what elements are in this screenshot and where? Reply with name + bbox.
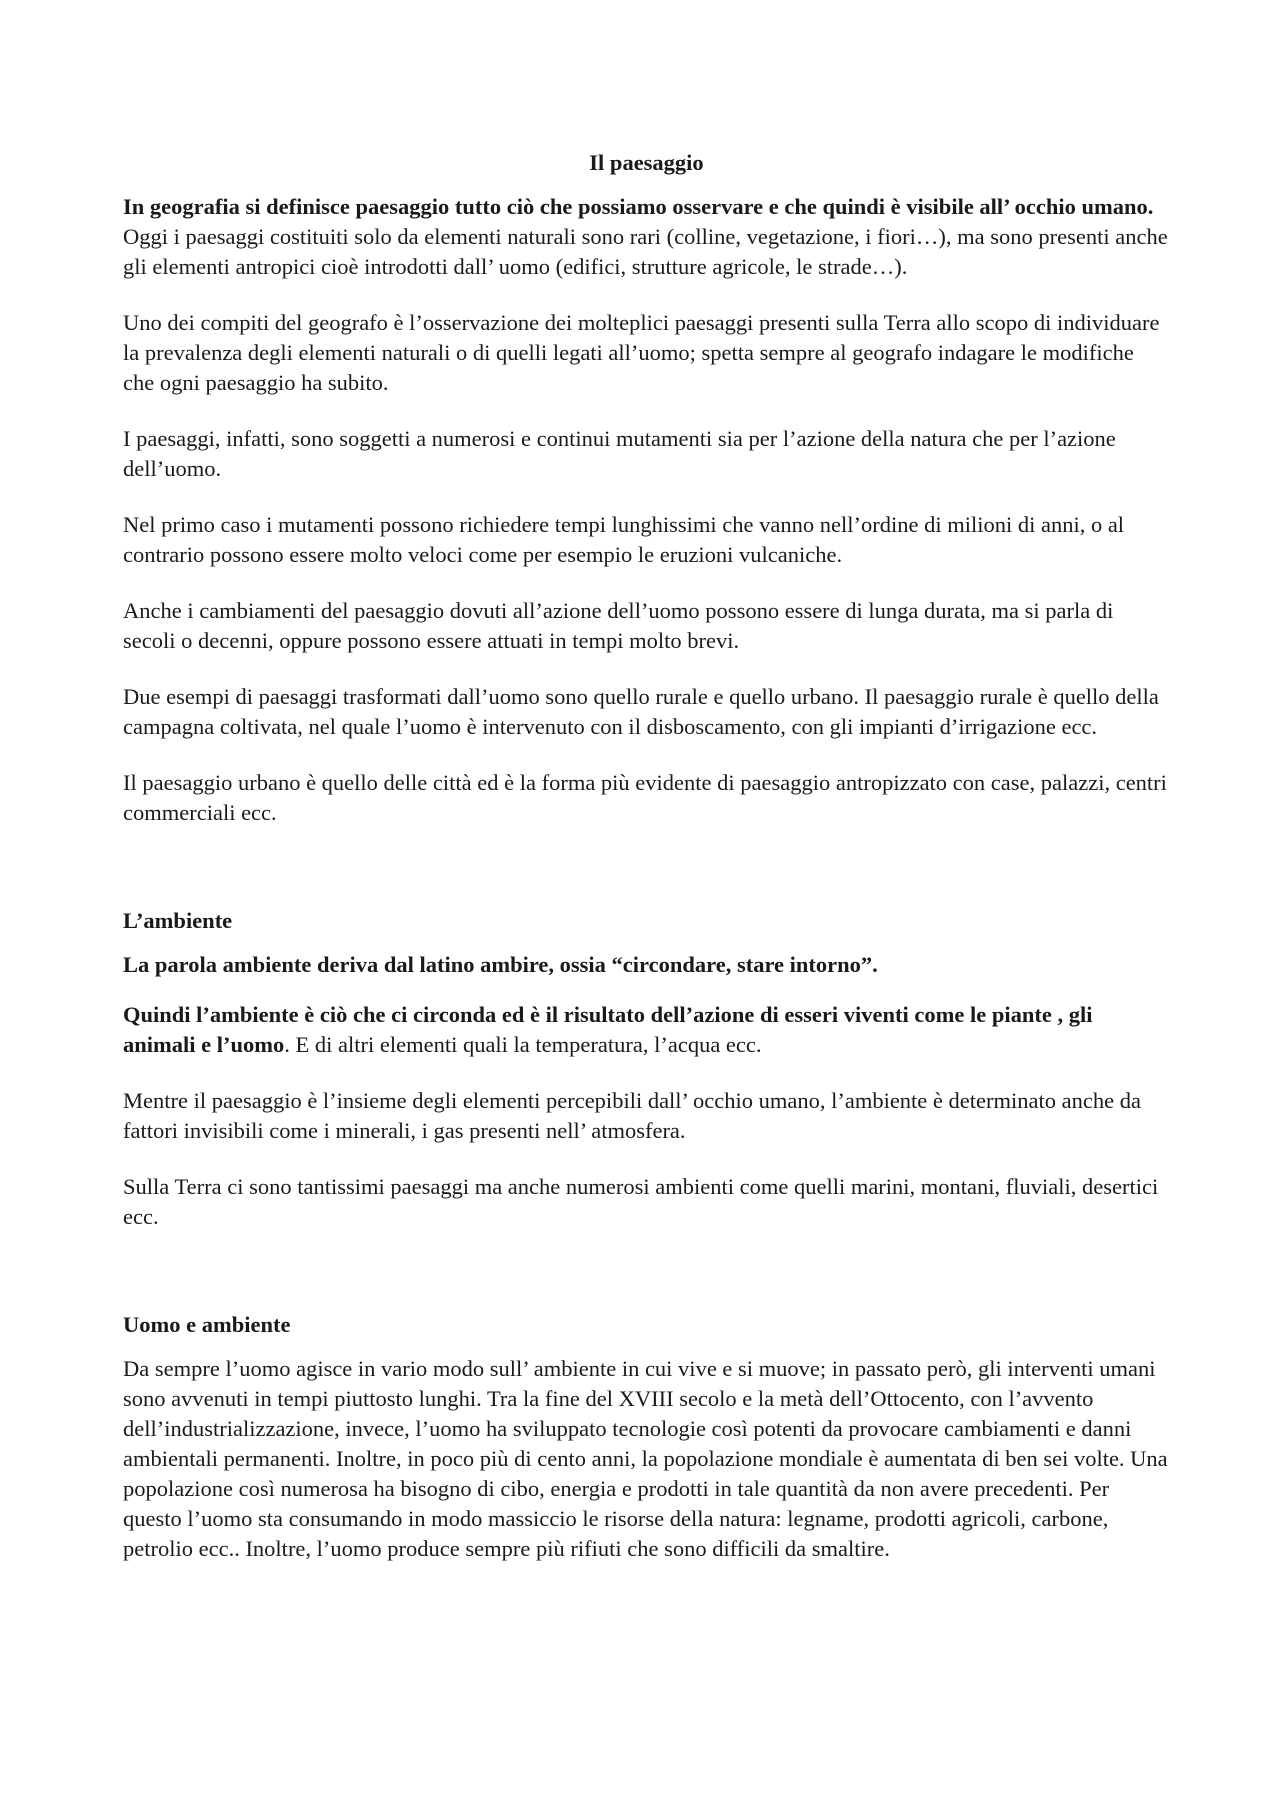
document-page [123, 148, 1170, 1590]
section-heading-ambiente: L’ambiente [123, 908, 233, 933]
paragraph-ambiente-definizione [123, 1000, 1170, 1060]
paragraph-urbano: Il paesaggio urbano è quello delle città ed è la forma più evidente di paesaggio antropizzato con case, palazzi, centri commerciali ecc. [123, 770, 1167, 825]
paragraph-uomo-ambiente: Da sempre l’uomo agisce in vario modo sull’ ambiente in cui vive e si muove; in passato però, gli interventi umani sono avvenuti in tempi piuttosto lunghi. Tra la fine del XVIII secolo e la metà dell’Ottocento, con l’avvento dell’industrializzazione, invece, l’uomo ha sviluppato tecnologie così potenti da provocare cambiamenti e danni ambientali permanenti. Inoltre, in poco più di cento anni, la popolazione mondiale è aumentata di ben sei volte. Una popolazione così numerosa ha bisogno di cibo, energia e prodotti in tale quantità da non avere precedenti. Per questo l’uomo sta consumando in modo massiccio le risorse della natura: legname, prodotti agricoli, carbone, petrolio ecc.. Inoltre, l’uomo produce sempre più rifiuti che sono difficili da smaltire. [123, 1356, 1168, 1561]
paragraph-ambiente-etimologia: La parola ambiente deriva dal latino ambire, ossia “circondare, stare intorno”. [123, 952, 878, 977]
paragraph-rurale: Due esempi di paesaggi trasformati dall’uomo sono quello rurale e quello urbano. Il paesaggio rurale è quello della campagna coltivata, nel quale l’uomo è intervenuto con il disboscamento, con gli impianti d’irrigazione ecc. [123, 684, 1159, 739]
paragraph-terra-ambienti: Sulla Terra ci sono tantissimi paesaggi ma anche numerosi ambienti come quelli marini, montani, fluviali, desertici ecc. [123, 1174, 1159, 1229]
intro-bold-text: In geografia si definisce paesaggio tutto ciò che possiamo osservare e che quindi è visibile all’ occhio umano. [123, 194, 1154, 219]
page-title: Il paesaggio [589, 150, 704, 175]
ambiente-text: . E di altri elementi quali la temperatura, l’acqua ecc. [284, 1032, 762, 1057]
intro-text: Oggi i paesaggi costituiti solo da elementi naturali sono rari (colline, vegetazione, i fiori…), ma sono presenti anche gli elementi antropici cioè introdotti dall’ uomo (edifici, strutture agricole, le strade…). [123, 224, 1168, 279]
paragraph-geografo: Uno dei compiti del geografo è l’osservazione dei molteplici paesaggi presenti sulla Terra allo scopo di individuare la prevalenza degli elementi naturali o di quelli legati all’uomo; spetta sempre al geografo indagare le modifiche che ogni paesaggio ha subito. [123, 310, 1160, 395]
paragraph-cambiamenti: Anche i cambiamenti del paesaggio dovuti all’azione dell’uomo possono essere di lunga durata, ma si parla di secoli o decenni, oppure possono essere attuati in tempi molto brevi. [123, 598, 1114, 653]
paragraph-paesaggio-vs-ambiente: Mentre il paesaggio è l’insieme degli elementi percepibili dall’ occhio umano, l’ambiente è determinato anche da fattori invisibili come i minerali, i gas presenti nell’ atmosfera. [123, 1088, 1141, 1143]
section-spacer [123, 1258, 1170, 1310]
ambiente-bold-text: Quindi l’ambiente è ciò che ci circonda ed è il risultato dell’azione di esseri viventi come le piante , gli animali e l’uomo [123, 1002, 1093, 1057]
intro-paragraph [123, 192, 1170, 282]
paragraph-primo-caso: Nel primo caso i mutamenti possono richiedere tempi lunghissimi che vanno nell’ordine di milioni di anni, o al contrario possono essere molto veloci come per esempio le eruzioni vulcaniche. [123, 512, 1125, 567]
paragraph-mutamenti: I paesaggi, infatti, sono soggetti a numerosi e continui mutamenti sia per l’azione della natura che per l’azione dell’uomo. [123, 426, 1116, 481]
section-spacer [123, 854, 1170, 906]
section-heading-uomo-ambiente: Uomo e ambiente [123, 1312, 291, 1337]
